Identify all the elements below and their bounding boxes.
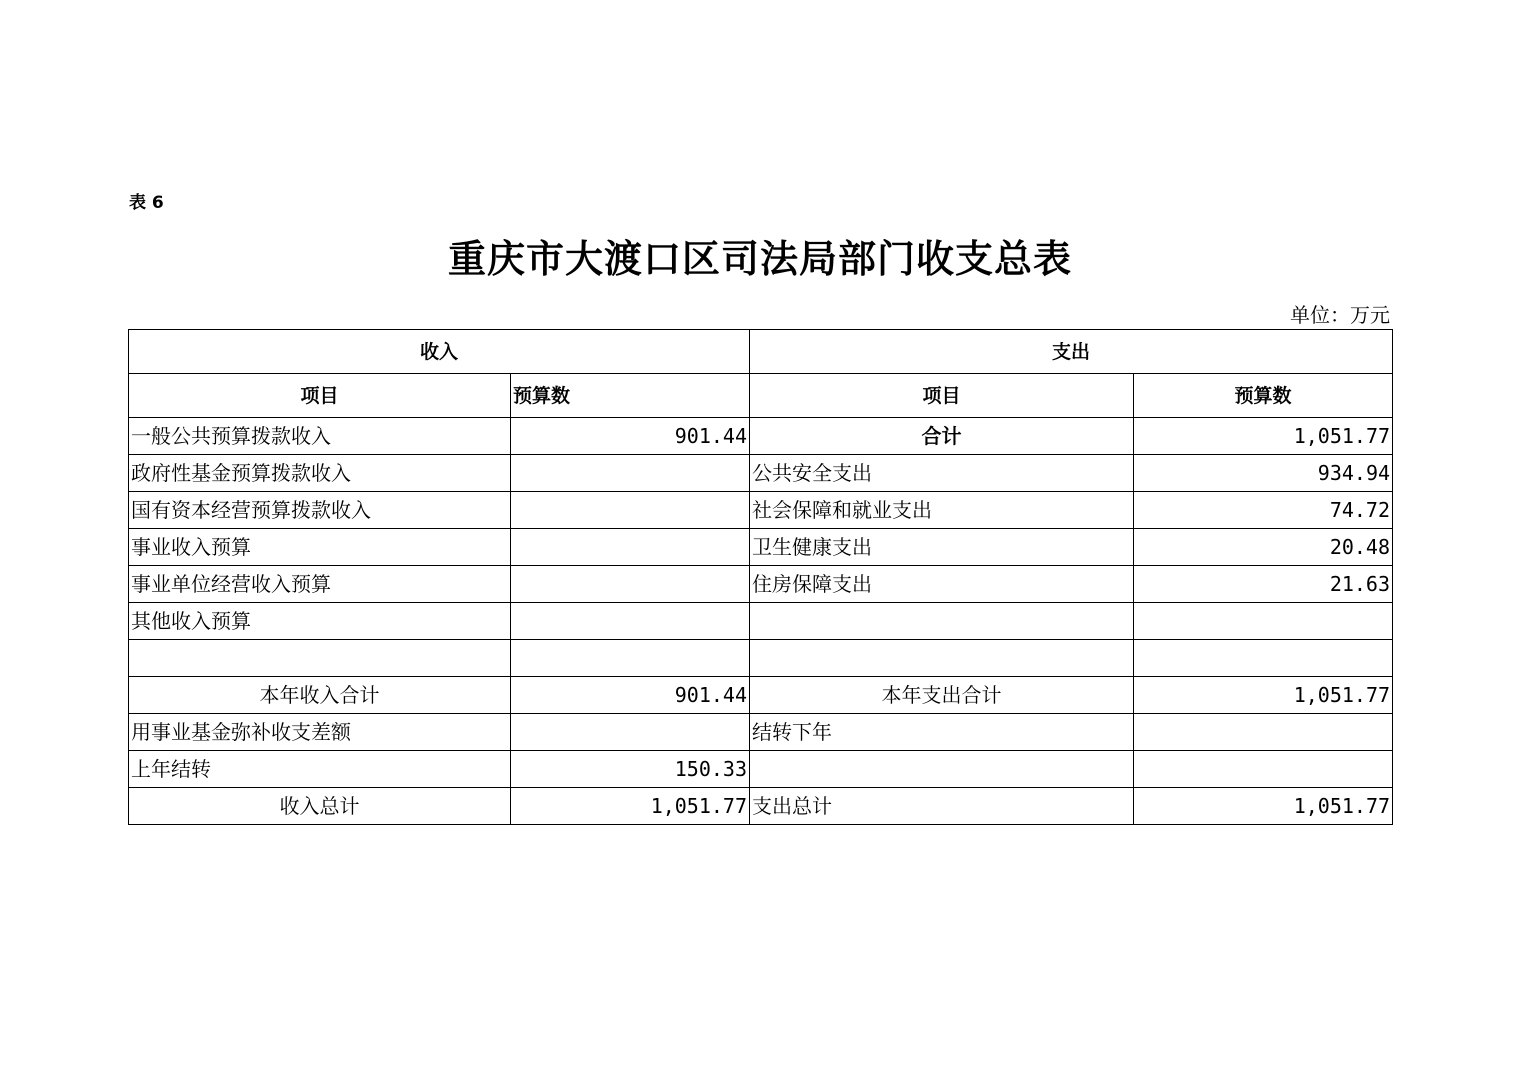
expense-item-cell: 住房保障支出	[750, 566, 1134, 603]
expense-item-cell	[750, 640, 1134, 677]
expense-item-header: 项目	[750, 374, 1134, 418]
expense-value-cell	[1134, 751, 1393, 788]
income-value-cell: 150.33	[511, 751, 750, 788]
expense-value-cell	[1134, 603, 1393, 640]
expense-value-cell: 934.94	[1134, 455, 1393, 492]
expense-item-cell: 合计	[750, 418, 1134, 455]
income-value-cell	[511, 529, 750, 566]
income-item-cell: 事业单位经营收入预算	[129, 566, 511, 603]
table-row	[129, 455, 1393, 492]
expense-section-header: 支出	[750, 330, 1393, 374]
expense-item-cell	[750, 603, 1134, 640]
income-item-cell: 上年结转	[129, 751, 511, 788]
income-budget-header: 预算数	[511, 374, 750, 418]
expense-item-cell: 公共安全支出	[750, 455, 1134, 492]
income-total-cell: 收入总计	[129, 788, 511, 825]
table-row	[129, 529, 1393, 566]
table-row	[129, 751, 1393, 788]
income-value-cell	[511, 492, 750, 529]
income-value-cell	[511, 455, 750, 492]
income-section-header: 收入	[129, 330, 750, 374]
income-item-cell: 其他收入预算	[129, 603, 511, 640]
column-header-row	[129, 374, 1393, 418]
expense-value-cell: 20.48	[1134, 529, 1393, 566]
table-row	[129, 492, 1393, 529]
table-row	[129, 714, 1393, 751]
income-value-cell: 901.44	[511, 677, 750, 714]
income-value-cell	[511, 640, 750, 677]
table-row	[129, 603, 1393, 640]
income-value-cell: 1,051.77	[511, 788, 750, 825]
table-number: 表 6	[129, 193, 164, 213]
table-row	[129, 418, 1393, 455]
expense-item-cell: 卫生健康支出	[750, 529, 1134, 566]
income-value-cell	[511, 603, 750, 640]
expense-value-cell: 21.63	[1134, 566, 1393, 603]
table-row	[129, 677, 1393, 714]
income-item-header: 项目	[129, 374, 511, 418]
income-value-cell	[511, 714, 750, 751]
expense-item-cell: 结转下年	[750, 714, 1134, 751]
income-item-cell	[129, 640, 511, 677]
income-item-cell: 事业收入预算	[129, 529, 511, 566]
section-header-row	[129, 330, 1393, 374]
table-row	[129, 788, 1393, 825]
expense-subtotal-cell: 本年支出合计	[750, 677, 1134, 714]
expense-item-cell: 社会保障和就业支出	[750, 492, 1134, 529]
expense-value-cell	[1134, 640, 1393, 677]
expense-value-cell: 1,051.77	[1134, 788, 1393, 825]
document-title: 重庆市大渡口区司法局部门收支总表	[447, 237, 1072, 281]
expense-value-cell	[1134, 714, 1393, 751]
income-item-cell: 一般公共预算拨款收入	[129, 418, 511, 455]
budget-summary-table	[128, 329, 1393, 825]
expense-value-cell: 1,051.77	[1134, 418, 1393, 455]
income-item-cell: 国有资本经营预算拨款收入	[129, 492, 511, 529]
table-row	[129, 640, 1393, 677]
expense-item-cell	[750, 751, 1134, 788]
unit-label: 单位：万元	[1290, 303, 1390, 327]
income-value-cell: 901.44	[511, 418, 750, 455]
income-item-cell: 政府性基金预算拨款收入	[129, 455, 511, 492]
income-value-cell	[511, 566, 750, 603]
income-subtotal-cell: 本年收入合计	[129, 677, 511, 714]
table-row	[129, 566, 1393, 603]
expense-value-cell: 74.72	[1134, 492, 1393, 529]
expense-budget-header: 预算数	[1134, 374, 1393, 418]
expense-value-cell: 1,051.77	[1134, 677, 1393, 714]
expense-total-cell: 支出总计	[750, 788, 1134, 825]
income-item-cell: 用事业基金弥补收支差额	[129, 714, 511, 751]
